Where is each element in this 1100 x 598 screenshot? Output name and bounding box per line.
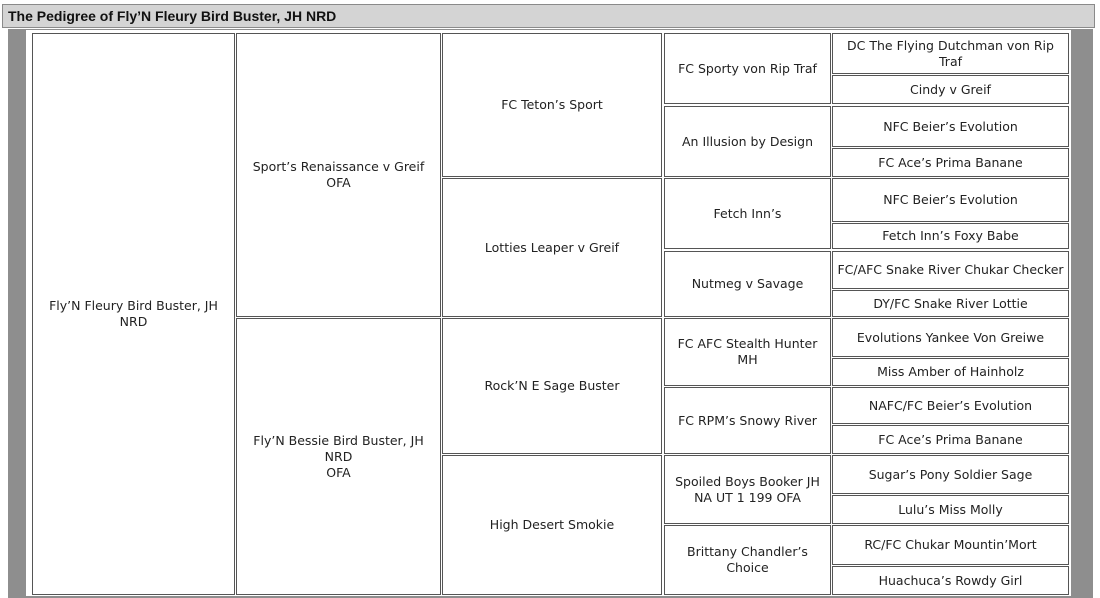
gen5-ancestor: [832, 525, 1069, 565]
gen4-name: FC AFC Stealth Hunter MH: [677, 336, 818, 367]
gen4-ancestor: [664, 33, 831, 104]
gen5-ancestor: [832, 455, 1069, 494]
gen3-ancestor: [442, 33, 662, 177]
gen5-name: FC Ace’s Prima Banane: [878, 154, 1023, 170]
gen5-ancestor: [832, 178, 1069, 222]
gen5-ancestor: [832, 223, 1069, 249]
gen3-name: Lotties Leaper v Greif: [484, 239, 620, 255]
gen5-ancestor: [832, 75, 1069, 104]
gen5-name: NFC Beier’s Evolution: [883, 192, 1018, 207]
gen4-ancestor: [664, 525, 831, 595]
gen2-sire-name: Sport’s Renaissance v Greif: [252, 159, 425, 174]
gen3-name: FC Teton’s Sport: [501, 97, 603, 112]
gen5-name: DC The Flying Dutchman von Rip Traf: [847, 37, 1054, 69]
gen1-name: Fly’N Fleury Bird Buster, JH NRD: [49, 298, 218, 329]
gen5-name: FC Ace’s Prima Banane: [878, 431, 1023, 447]
gen5-name: Fetch Inn’s Foxy Babe: [882, 228, 1019, 243]
gen5-ancestor: [832, 387, 1069, 424]
gen4-name: Brittany Chandler’s Choice: [687, 544, 808, 575]
gen4-name: FC RPM’s Snowy River: [678, 412, 817, 428]
gen3-ancestor: [442, 178, 662, 317]
gen5-name: Cindy v Greif: [910, 81, 991, 97]
gen2-dam: [236, 318, 441, 595]
gen4-name: Spoiled Boys Booker JH NA UT 1 199 OFA: [675, 473, 820, 505]
gen4-ancestor: [664, 178, 831, 249]
gen5-ancestor: [832, 251, 1069, 289]
gen4-ancestor: [664, 251, 831, 317]
gen4-ancestor: [664, 387, 831, 454]
gen5-name: DY/FC Snake River Lottie: [873, 295, 1028, 311]
page-title: The Pedigree of Fly’N Fleury Bird Buster, JH NRD: [8, 8, 337, 24]
gen1-dog: [32, 33, 235, 595]
gen2-sire: [236, 33, 441, 317]
gen5-ancestor: [832, 290, 1069, 317]
gen5-ancestor: [832, 495, 1069, 524]
gen3-ancestor: [442, 318, 662, 454]
gen5-ancestor: [832, 318, 1069, 357]
gen3-ancestor: [442, 455, 662, 595]
gen5-name: Evolutions Yankee Von Greiwe: [856, 329, 1045, 345]
gen3-name: High Desert Smokie: [489, 517, 615, 532]
gen5-ancestor: [832, 566, 1069, 595]
gen5-name: RC/FC Chukar Mountin’Mort: [864, 537, 1037, 552]
gen5-name: NAFC/FC Beier’s Evolution: [868, 397, 1033, 413]
gen3-name: Rock’N E Sage Buster: [484, 378, 620, 393]
gen5-ancestor: [832, 33, 1069, 74]
gen5-ancestor: [832, 358, 1069, 386]
title-bar: [2, 4, 1095, 28]
gen4-ancestor: [664, 455, 831, 524]
gen5-ancestor: [832, 425, 1069, 454]
gen2-sire-sub: OFA: [326, 175, 351, 190]
gen5-name: NFC Beier’s Evolution: [883, 118, 1018, 134]
gen5-ancestor: [832, 106, 1069, 147]
gen5-ancestor: [832, 148, 1069, 177]
gen5-name: Sugar’s Pony Soldier Sage: [868, 466, 1033, 482]
gen4-name: FC Sporty von Rip Traf: [678, 60, 817, 76]
gen4-name: Fetch Inn’s: [713, 205, 782, 221]
gen5-name: FC/AFC Snake River Chukar Checker: [837, 262, 1064, 277]
gen5-name: Huachuca’s Rowdy Girl: [878, 572, 1023, 588]
gen4-name: An Illusion by Design: [682, 133, 813, 149]
gen2-dam-sub: OFA: [326, 464, 351, 480]
gen4-ancestor: [664, 318, 831, 386]
gen4-name: Nutmeg v Savage: [691, 276, 804, 291]
gen5-name: Miss Amber of Hainholz: [877, 364, 1024, 379]
gen4-ancestor: [664, 106, 831, 177]
gen2-dam-name: Fly’N Bessie Bird Buster, JH NRD: [253, 432, 424, 464]
gen5-name: Lulu’s Miss Molly: [898, 501, 1003, 517]
